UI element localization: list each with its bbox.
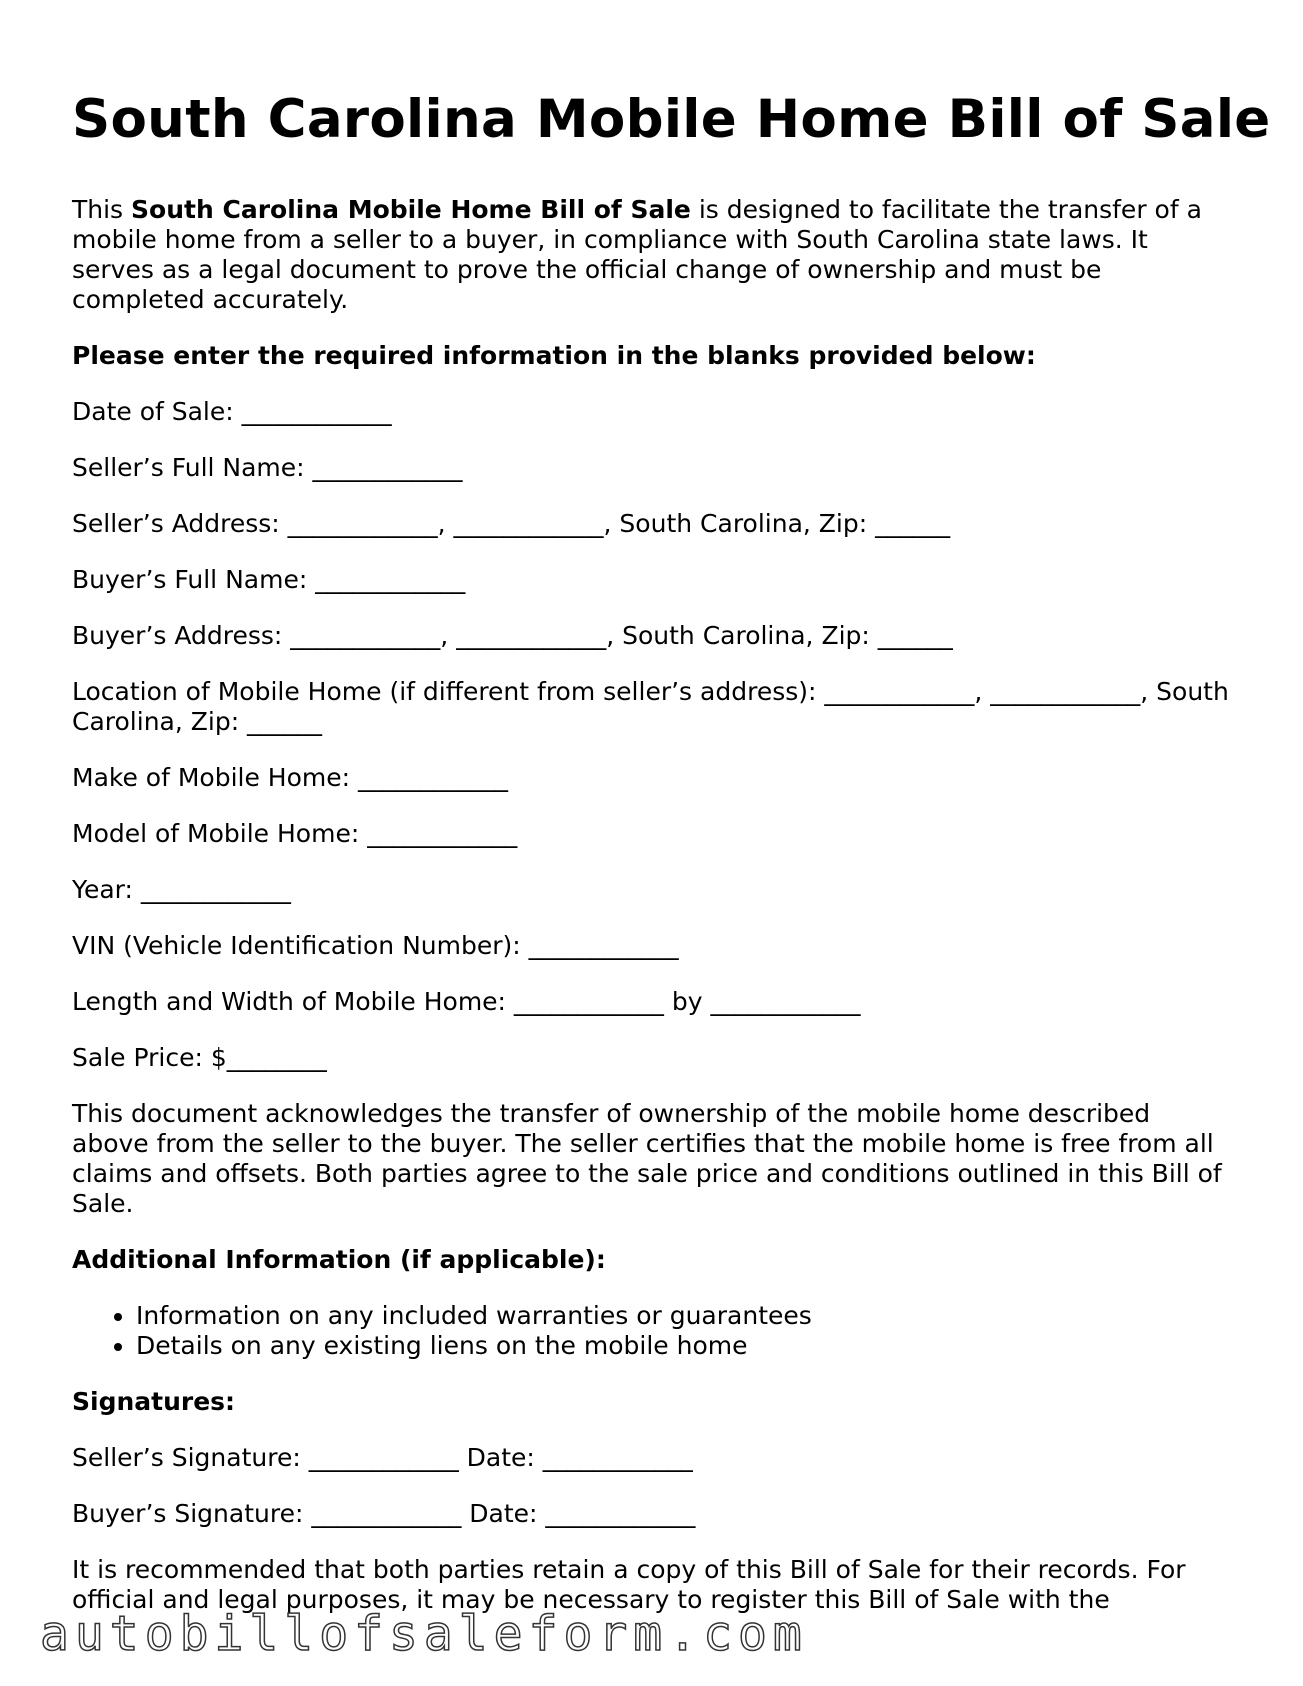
location-field[interactable]: Location of Mobile Home (if different from seller’s address): ____________, ____________, South Carolina, Zip: ______	[72, 676, 1229, 736]
seller-address-field[interactable]: Seller’s Address: ____________, ____________, South Carolina, Zip: ______	[72, 508, 951, 538]
vin-field[interactable]: VIN (Vehicle Identification Number): ____________	[72, 930, 679, 960]
site-watermark: autobillofsaleform.com	[40, 1606, 808, 1662]
closing-paragraph: It is recommended that both parties retain a copy of this Bill of Sale for their records. For official and legal purposes, it may be necessary to register this Bill of Sale with the	[72, 1554, 1186, 1614]
intro-paragraph	[72, 195, 1232, 315]
signatures-heading: Signatures:	[72, 1386, 236, 1416]
document-page	[72, 89, 1271, 1615]
seller-signature-field[interactable]: Seller’s Signature: ____________ Date: ____________	[72, 1442, 693, 1472]
list-item: • Information on any included warranties or guarantees	[136, 1301, 1232, 1331]
model-field[interactable]: Model of Mobile Home: ____________	[72, 818, 518, 848]
seller-name-field[interactable]: Seller’s Full Name: ____________	[72, 452, 463, 482]
buyer-signature-field[interactable]: Buyer’s Signature: ____________ Date: ____________	[72, 1498, 696, 1528]
make-field[interactable]: Make of Mobile Home: ____________	[72, 762, 508, 792]
intro-suffix: is designed to facilitate the transfer of a mobile home from a seller to a buyer, in compliance with South Carolina state laws. It serves as a legal document to prove the official change of ownership and must be completed accurately.	[72, 194, 1202, 314]
document-title: South Carolina Mobile Home Bill of Sale	[72, 89, 1271, 150]
year-field[interactable]: Year: ____________	[72, 874, 291, 904]
additional-info-heading: Additional Information (if applicable):	[72, 1244, 606, 1274]
additional-info-list	[72, 1301, 1232, 1361]
intro-bold: South Carolina Mobile Home Bill of Sale	[131, 194, 691, 224]
instructions-heading: Please enter the required information in the blanks provided below:	[72, 340, 1036, 370]
dimensions-field[interactable]: Length and Width of Mobile Home: ____________ by ____________	[72, 986, 861, 1016]
buyer-address-field[interactable]: Buyer’s Address: ____________, ____________, South Carolina, Zip: ______	[72, 620, 953, 650]
sale-price-field[interactable]: Sale Price: $________	[72, 1042, 327, 1072]
list-item: • Details on any existing liens on the mobile home	[136, 1331, 1232, 1361]
acknowledgement-paragraph: This document acknowledges the transfer of ownership of the mobile home described above from the seller to the buyer. The seller certifies that the mobile home is free from all claims and offsets. Both parties agree to the sale price and conditions outlined in this Bill of Sale.	[72, 1098, 1222, 1218]
date-of-sale-field[interactable]: Date of Sale: ____________	[72, 396, 392, 426]
buyer-name-field[interactable]: Buyer’s Full Name: ____________	[72, 564, 466, 594]
intro-prefix: This	[72, 194, 132, 224]
